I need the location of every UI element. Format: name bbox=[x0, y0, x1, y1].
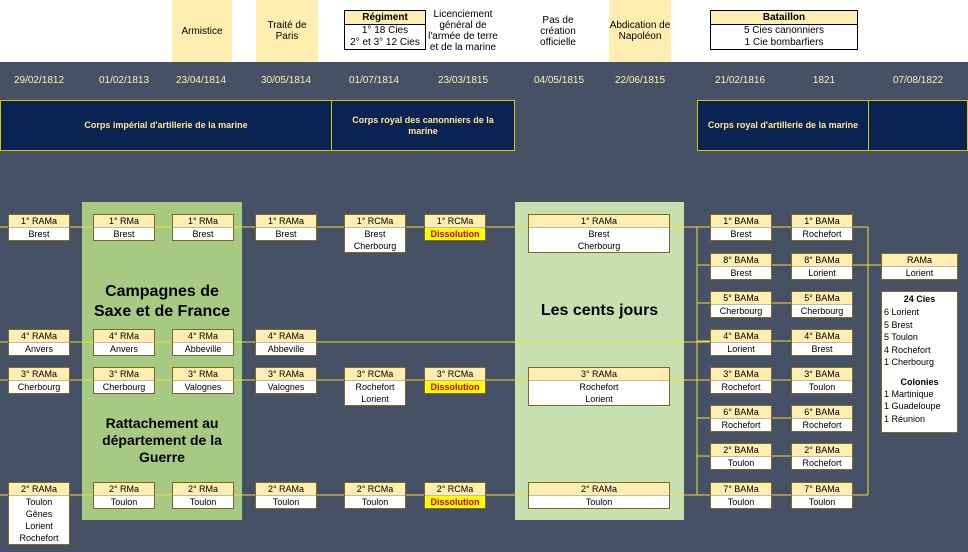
unit-box bbox=[93, 214, 155, 241]
date-label: 07/08/1822 bbox=[892, 75, 944, 86]
unit-garrison: Brest bbox=[811, 344, 833, 354]
dissolution-label: Dissolution bbox=[425, 381, 485, 393]
unit-box bbox=[710, 405, 772, 432]
unit-box bbox=[8, 367, 70, 394]
unit-garrison: Cherbourg bbox=[719, 306, 763, 316]
unit-title: 1° RAMa bbox=[529, 215, 669, 228]
colony: 1 Martinique bbox=[884, 388, 934, 399]
date-label: 04/05/1815 bbox=[533, 75, 585, 86]
unit-box bbox=[424, 482, 486, 509]
rattachement-title: Rattachement au département de la Guerre bbox=[102, 415, 222, 465]
unit-box bbox=[255, 329, 317, 356]
unit-garrison: Abbeville bbox=[267, 344, 305, 354]
corps-imperial: Corps impérial d'artillerie de la marine bbox=[0, 100, 332, 151]
unit-title: 6° BAMa bbox=[711, 406, 771, 419]
unit-garrison: Lorient bbox=[585, 394, 613, 404]
unit-title: 7° BAMa bbox=[792, 483, 852, 496]
unit-garrison: Cherbourg bbox=[102, 382, 146, 392]
unit-box bbox=[791, 443, 853, 470]
unit-garrison: Rochefort bbox=[355, 382, 395, 392]
unit-title: 3° BAMa bbox=[711, 368, 771, 381]
unit-box bbox=[881, 253, 958, 280]
unit-title: 4° RAMa bbox=[9, 330, 69, 343]
date-label: 29/02/1812 bbox=[13, 75, 65, 86]
unit-box bbox=[791, 367, 853, 394]
unit-garrison: Valognes bbox=[184, 382, 222, 392]
unit-title: 1° RMa bbox=[94, 215, 154, 228]
unit-title: 2° RAMa bbox=[529, 483, 669, 496]
unit-box bbox=[710, 482, 772, 509]
unit-box bbox=[791, 329, 853, 356]
bataillon-title: Bataillon bbox=[711, 11, 857, 25]
unit-title: 2° RCMa bbox=[425, 483, 485, 496]
event-licenciement: Licenciement général de l'armée de terre et de la marine bbox=[428, 9, 498, 53]
event-creation: Pas de création officielle bbox=[540, 14, 576, 48]
unit-garrison: Cherbourg bbox=[17, 382, 61, 392]
final-garrison: 5 Brest bbox=[884, 319, 913, 330]
unit-garrison: Lorient bbox=[808, 268, 836, 278]
unit-garrison: Toulon bbox=[361, 497, 389, 507]
final-garrison: 6 Lorient bbox=[884, 307, 920, 317]
unit-box bbox=[710, 214, 772, 241]
unit-box bbox=[528, 367, 670, 406]
date-label: 01/07/1814 bbox=[348, 75, 400, 86]
unit-box bbox=[93, 482, 155, 509]
unit-garrison: Toulon bbox=[110, 497, 138, 507]
unit-garrison: Brest bbox=[730, 268, 752, 278]
bataillon-line: 1 Cie bombarfiers bbox=[744, 37, 824, 48]
unit-garrison: Lorient bbox=[727, 344, 755, 354]
final-garrison-list bbox=[882, 306, 957, 369]
regiment-line: 1° 18 Cies bbox=[361, 25, 409, 36]
unit-box bbox=[172, 329, 234, 356]
date-label: 01/02/1813 bbox=[98, 75, 150, 86]
unit-garrison: Cherbourg bbox=[577, 241, 621, 251]
final-garrison: 4 Rochefort bbox=[884, 344, 931, 355]
unit-garrison: Rochefort bbox=[721, 382, 761, 392]
unit-garrison: Cherbourg bbox=[800, 306, 844, 316]
unit-garrison: Toulon bbox=[808, 382, 836, 392]
unit-title: 2° RAMa bbox=[9, 483, 69, 496]
unit-title: 3° RCMa bbox=[425, 368, 485, 381]
unit-title: 3° RAMa bbox=[256, 368, 316, 381]
bataillon-line: 5 Cies canonniers bbox=[743, 25, 825, 36]
unit-garrison: Brest bbox=[730, 229, 752, 239]
unit-box bbox=[344, 214, 406, 253]
unit-box bbox=[791, 291, 853, 318]
unit-box bbox=[791, 214, 853, 241]
unit-garrison: Lorient bbox=[905, 268, 934, 278]
unit-garrison: Lorient bbox=[25, 521, 53, 531]
unit-garrison: Rochefort bbox=[802, 458, 842, 468]
final-garrison: 5 Toulon bbox=[884, 332, 918, 342]
unit-title: 2° RCMa bbox=[345, 483, 405, 496]
colonies-list bbox=[882, 388, 957, 426]
campaign-title: Campagnes de Saxe et de France bbox=[93, 283, 231, 320]
unit-box bbox=[172, 367, 234, 394]
unit-title: 4° BAMa bbox=[792, 330, 852, 343]
unit-box bbox=[710, 291, 772, 318]
unit-garrison: Brest bbox=[275, 229, 297, 239]
unit-garrison: Rochefort bbox=[802, 420, 842, 430]
unit-garrison: Valognes bbox=[267, 382, 305, 392]
unit-title: 6° BAMa bbox=[792, 406, 852, 419]
unit-title: RAMa bbox=[882, 254, 957, 267]
dissolution-label: Dissolution bbox=[425, 496, 485, 508]
corps-royal-canonniers: Corps royal des canonniers de la marine bbox=[331, 100, 515, 151]
unit-title: 1° RAMa bbox=[256, 215, 316, 228]
regiment-line: 2° et 3° 12 Cies bbox=[350, 37, 420, 48]
unit-garrison: Toulon bbox=[808, 497, 836, 507]
dissolution-label: Dissolution bbox=[425, 228, 485, 240]
unit-title: 7° BAMa bbox=[711, 483, 771, 496]
unit-box bbox=[172, 482, 234, 509]
unit-box bbox=[93, 367, 155, 394]
unit-box bbox=[710, 329, 772, 356]
unit-box bbox=[710, 367, 772, 394]
unit-box bbox=[93, 329, 155, 356]
unit-garrison: Toulon bbox=[727, 458, 755, 468]
unit-garrison: Brest bbox=[192, 229, 214, 239]
unit-box bbox=[791, 482, 853, 509]
unit-box bbox=[8, 482, 70, 545]
regiment-title: Régiment bbox=[345, 11, 425, 25]
event-abdication: Abdication de Napoléon bbox=[609, 20, 671, 42]
cent-jours-title: Les cents jours bbox=[540, 302, 659, 319]
unit-title: 3° RMa bbox=[173, 368, 233, 381]
unit-title: 2° BAMa bbox=[711, 444, 771, 457]
unit-box bbox=[791, 253, 853, 280]
date-label: 21/02/1816 bbox=[714, 75, 766, 86]
unit-title: 3° BAMa bbox=[792, 368, 852, 381]
unit-title: 3° RAMa bbox=[529, 368, 669, 381]
event-armistice: Armistice bbox=[181, 25, 223, 37]
unit-garrison: Anvers bbox=[109, 344, 138, 354]
corps-royal-artillerie: Corps royal d'artillerie de la marine bbox=[697, 100, 869, 151]
unit-title: 3° RMa bbox=[94, 368, 154, 381]
unit-garrison: Brest bbox=[364, 229, 386, 239]
unit-garrison: Toulon bbox=[585, 497, 613, 507]
final-summary-box bbox=[881, 291, 958, 433]
unit-box bbox=[424, 214, 486, 241]
unit-garrison: Anvers bbox=[24, 344, 53, 354]
unit-title: 1° RCMa bbox=[425, 215, 485, 228]
unit-garrison: Rochefort bbox=[579, 382, 619, 392]
unit-garrison: Brest bbox=[588, 229, 610, 239]
unit-garrison: Abbeville bbox=[184, 344, 222, 354]
unit-box bbox=[791, 405, 853, 432]
unit-box bbox=[344, 482, 406, 509]
unit-title: 2° BAMa bbox=[792, 444, 852, 457]
unit-title: 4° BAMa bbox=[711, 330, 771, 343]
unit-garrison: Lorient bbox=[361, 394, 389, 404]
date-label: 23/03/1815 bbox=[437, 75, 489, 86]
unit-box bbox=[710, 253, 772, 280]
unit-garrison: Toulon bbox=[189, 497, 217, 507]
unit-box bbox=[710, 443, 772, 470]
unit-garrison: Toulon bbox=[272, 497, 300, 507]
unit-title: 1° RCMa bbox=[345, 215, 405, 228]
unit-title: 3° RCMa bbox=[345, 368, 405, 381]
unit-title: 1° RMa bbox=[173, 215, 233, 228]
event-traite: Traité de Paris bbox=[267, 20, 307, 42]
unit-title: 1° RAMa bbox=[9, 215, 69, 228]
unit-title: 4° RAMa bbox=[256, 330, 316, 343]
unit-garrison: Cherbourg bbox=[353, 241, 397, 251]
unit-garrison: Toulon bbox=[25, 497, 53, 507]
unit-title: 5° BAMa bbox=[711, 292, 771, 305]
unit-title: 2° RMa bbox=[173, 483, 233, 496]
unit-garrison: Toulon bbox=[727, 497, 755, 507]
colony: 1 Réunion bbox=[884, 413, 926, 424]
unit-box bbox=[8, 214, 70, 241]
unit-box bbox=[8, 329, 70, 356]
unit-title: 5° BAMa bbox=[792, 292, 852, 305]
unit-box bbox=[424, 367, 486, 394]
unit-garrison: Brest bbox=[113, 229, 135, 239]
unit-box bbox=[528, 214, 670, 253]
unit-box bbox=[344, 367, 406, 406]
colonies-title: Colonies bbox=[900, 376, 939, 387]
final-garrison: 1 Cherbourg bbox=[884, 357, 935, 367]
unit-title: 4° RMa bbox=[94, 330, 154, 343]
final-title: 24 Cies bbox=[903, 294, 936, 304]
unit-garrison: Rochefort bbox=[19, 533, 59, 543]
unit-garrison: Rochefort bbox=[721, 420, 761, 430]
unit-title: 1° BAMa bbox=[792, 215, 852, 228]
unit-title: 3° RAMa bbox=[9, 368, 69, 381]
unit-box bbox=[255, 482, 317, 509]
date-label: 30/05/1814 bbox=[260, 75, 312, 86]
date-label: 23/04/1814 bbox=[175, 75, 227, 86]
unit-garrison: Brest bbox=[28, 229, 50, 239]
unit-title: 1° BAMa bbox=[711, 215, 771, 228]
unit-garrison: Rochefort bbox=[802, 229, 842, 239]
unit-title: 8° BAMa bbox=[792, 254, 852, 267]
date-label: 1821 bbox=[812, 75, 836, 86]
unit-box bbox=[528, 482, 670, 509]
unit-title: 2° RAMa bbox=[256, 483, 316, 496]
colony: 1 Guadeloupe bbox=[884, 401, 941, 411]
unit-box bbox=[255, 367, 317, 394]
unit-garrison: Gênes bbox=[25, 509, 53, 519]
unit-title: 8° BAMa bbox=[711, 254, 771, 267]
unit-box bbox=[255, 214, 317, 241]
unit-box bbox=[172, 214, 234, 241]
date-label: 22/06/1815 bbox=[614, 75, 666, 86]
unit-title: 4° RMa bbox=[173, 330, 233, 343]
unit-title: 2° RMa bbox=[94, 483, 154, 496]
